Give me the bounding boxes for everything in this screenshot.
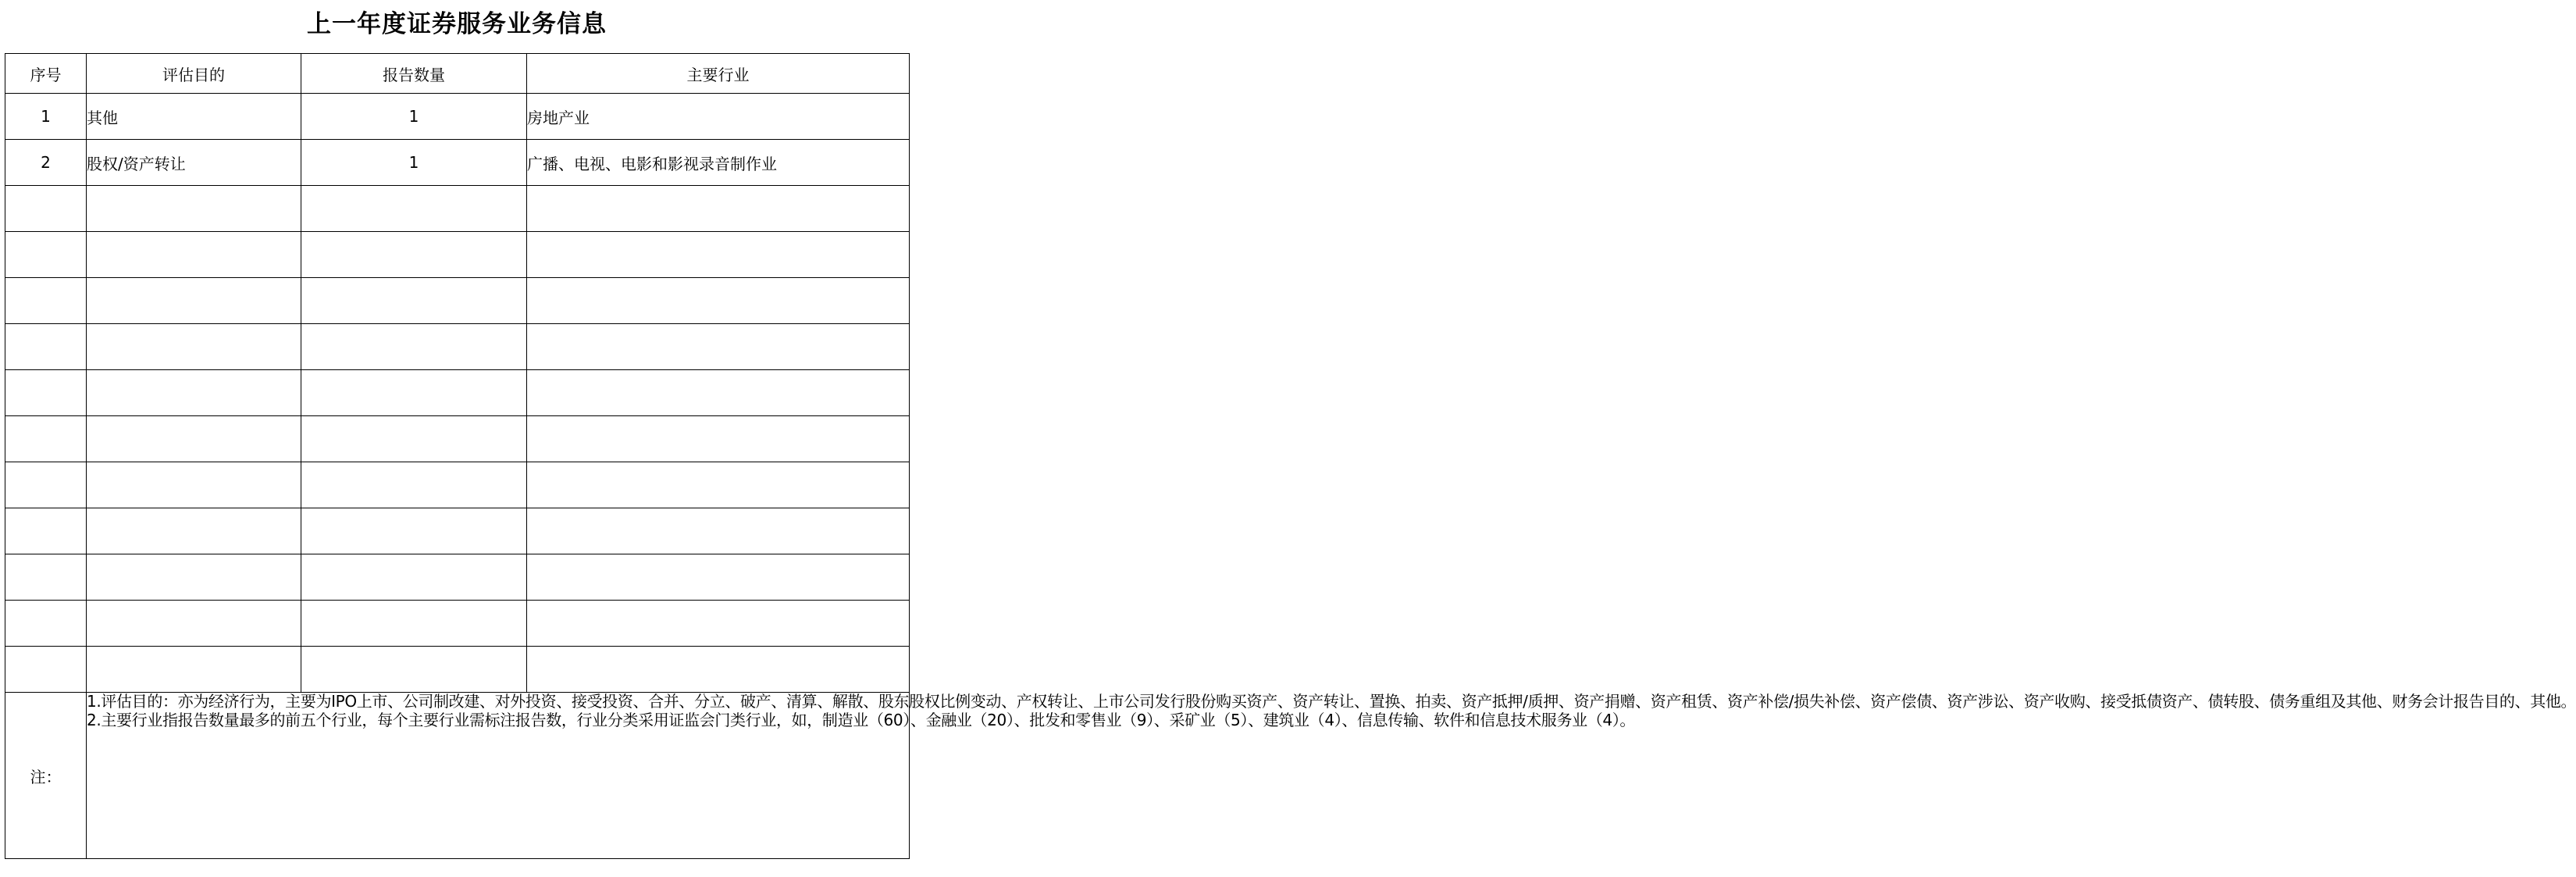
cell-industry <box>527 278 910 324</box>
notes-label: 注： <box>5 693 87 859</box>
cell-seq <box>5 416 87 462</box>
cell-seq <box>5 186 87 232</box>
cell-seq: 2 <box>5 140 87 186</box>
cell-seq <box>5 554 87 601</box>
cell-purpose <box>87 370 301 416</box>
cell-industry <box>527 554 910 601</box>
cell-seq <box>5 370 87 416</box>
header-row <box>5 54 910 94</box>
cell-purpose <box>87 278 301 324</box>
cell-purpose <box>87 232 301 278</box>
cell-count <box>301 508 527 554</box>
table-row <box>5 416 910 462</box>
cell-purpose <box>87 186 301 232</box>
notes-body <box>87 692 2576 859</box>
cell-count: 1 <box>301 140 527 186</box>
table-row <box>5 508 910 554</box>
cell-industry <box>527 601 910 647</box>
cell-industry <box>527 416 910 462</box>
header-seq: 序号 <box>5 54 87 94</box>
cell-seq <box>5 278 87 324</box>
cell-count <box>301 416 527 462</box>
cell-count <box>301 186 527 232</box>
cell-seq <box>5 647 87 693</box>
table-row <box>5 601 910 647</box>
cell-industry <box>527 462 910 508</box>
table-row <box>5 324 910 370</box>
cell-purpose <box>87 554 301 601</box>
cell-count <box>301 278 527 324</box>
cell-seq <box>5 324 87 370</box>
cell-purpose: 其他 <box>87 94 301 140</box>
cell-purpose <box>87 647 301 693</box>
cell-purpose <box>87 416 301 462</box>
cell-industry <box>527 186 910 232</box>
cell-count <box>301 324 527 370</box>
cell-purpose <box>87 508 301 554</box>
note-main-industry: 2.主要行业指报告数量最多的前五个行业，每个主要行业需标注报告数，行业分类采用证监会门类行业，如，制造业（60）、金融业（20）、批发和零售业（9）、采矿业（5）、建筑业（4）、信息传输、软件和信息技术服务业（4）。 <box>87 710 1636 729</box>
document-title: 上一年度证券服务业务信息 <box>307 10 607 38</box>
cell-count <box>301 647 527 693</box>
table-row <box>5 140 910 186</box>
table-row <box>5 647 910 693</box>
cell-industry: 广播、电视、电影和影视录音制作业 <box>527 140 910 186</box>
header-count: 报告数量 <box>301 54 527 94</box>
cell-seq <box>5 462 87 508</box>
table-row <box>5 278 910 324</box>
table-row <box>5 554 910 601</box>
cell-industry <box>527 324 910 370</box>
cell-count <box>301 462 527 508</box>
cell-purpose: 股权/资产转让 <box>87 140 301 186</box>
cell-count <box>301 232 527 278</box>
cell-purpose <box>87 462 301 508</box>
cell-count <box>301 554 527 601</box>
cell-seq <box>5 508 87 554</box>
table-row <box>5 462 910 508</box>
cell-industry <box>527 370 910 416</box>
cell-industry <box>527 232 910 278</box>
cell-industry: 房地产业 <box>527 94 910 140</box>
note-evaluation-purpose: 1.评估目的：亦为经济行为，主要为IPO上市、公司制改建、对外投资、接受投资、合并、分立、破产、清算、解散、股东股权比例变动、产权转让、上市公司发行股份购买资产、资产转让、置换、拍卖、资产抵押/质押、资产捐赠、资产租赁、资产补偿/损失补偿、资产偿债、资产涉讼、资产收购、接受抵债资产、债转股、债务重组及其他、财务会计报告目的、其他。 <box>87 692 2576 711</box>
table-row <box>5 186 910 232</box>
table-row <box>5 370 910 416</box>
cell-purpose <box>87 324 301 370</box>
cell-count <box>301 370 527 416</box>
cell-seq <box>5 601 87 647</box>
cell-industry <box>527 508 910 554</box>
table-row <box>5 94 910 140</box>
cell-purpose <box>87 601 301 647</box>
header-industry: 主要行业 <box>527 54 910 94</box>
cell-industry <box>527 647 910 693</box>
cell-count <box>301 601 527 647</box>
cell-seq: 1 <box>5 94 87 140</box>
securities-service-table <box>5 53 2576 859</box>
cell-count: 1 <box>301 94 527 140</box>
notes-row <box>5 693 910 859</box>
cell-seq <box>5 232 87 278</box>
table-row <box>5 232 910 278</box>
header-purpose: 评估目的 <box>87 54 301 94</box>
